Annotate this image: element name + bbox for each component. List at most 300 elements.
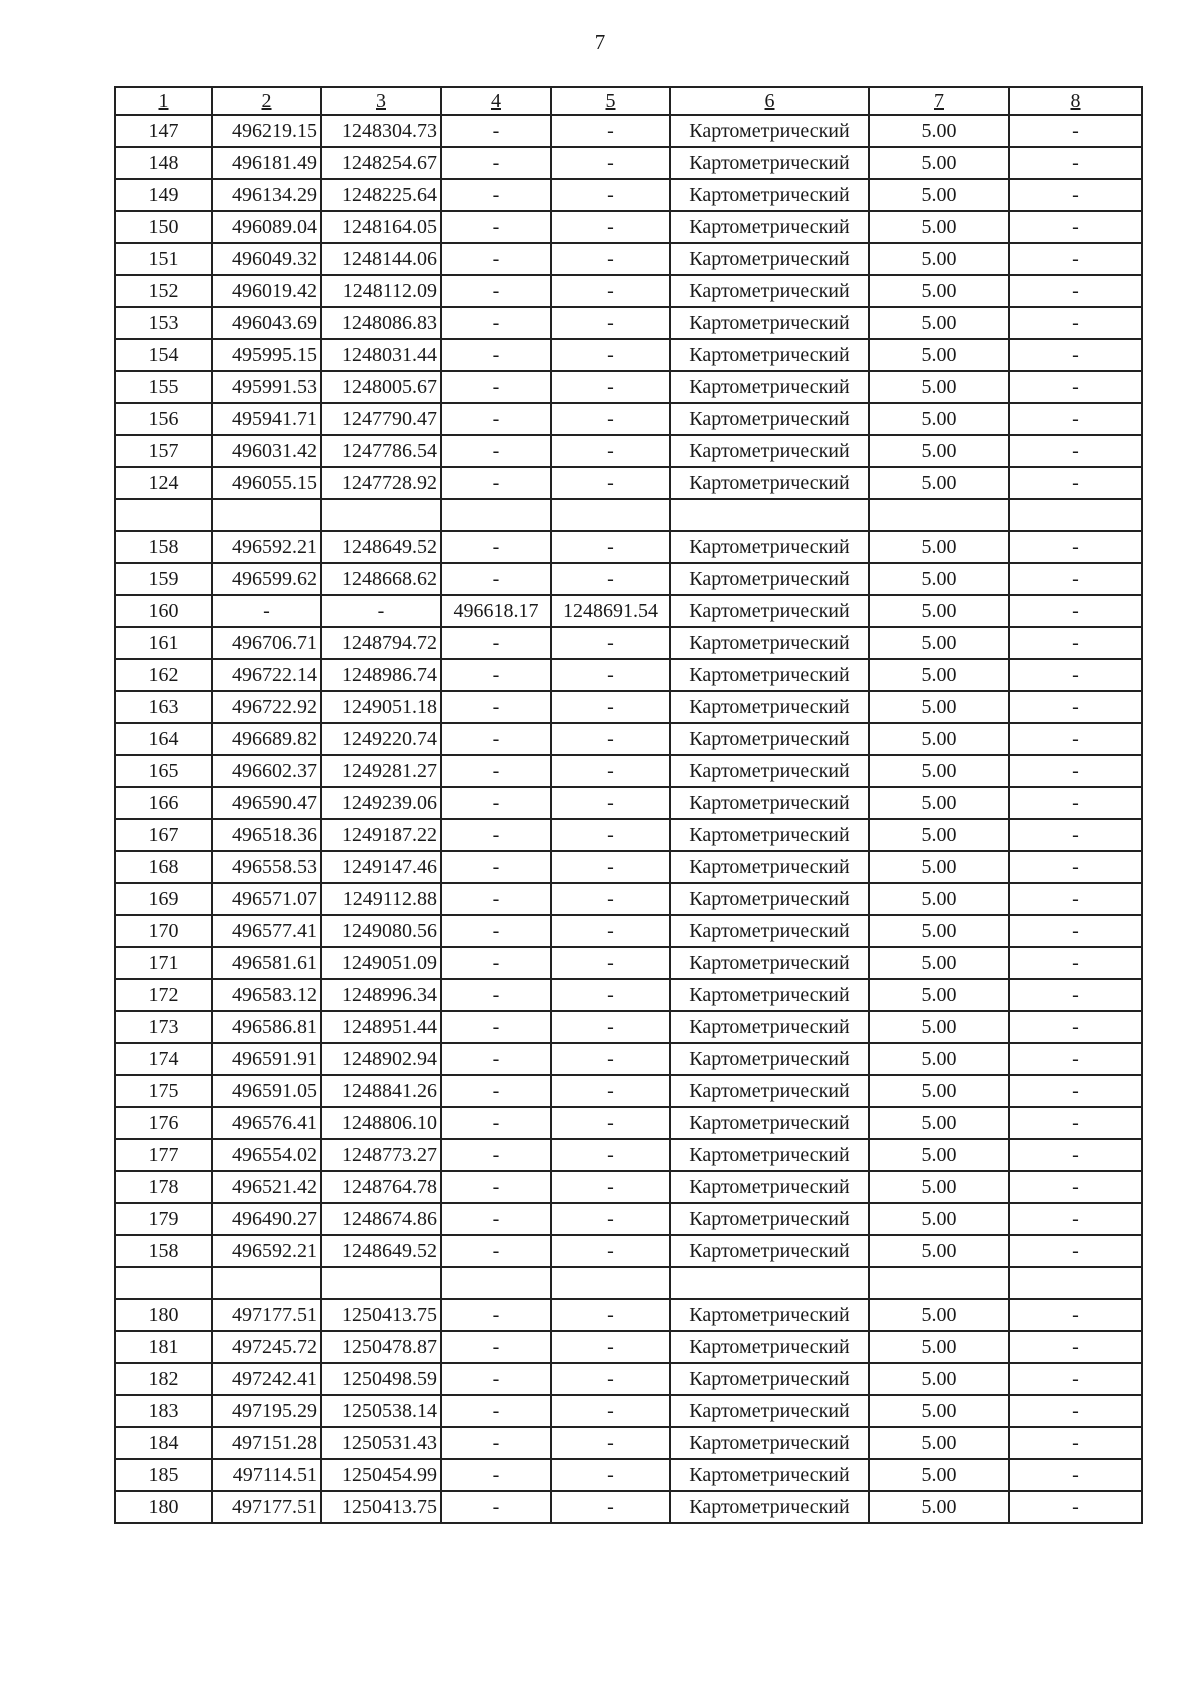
x-new-cell: -	[441, 851, 551, 883]
x-coord-cell: 495991.53	[212, 371, 321, 403]
x-new-cell: -	[441, 1331, 551, 1363]
y-new-cell: -	[551, 979, 670, 1011]
method-cell: Картометрический	[670, 1459, 869, 1491]
table-row	[115, 1459, 1142, 1491]
point-number-cell: 183	[115, 1395, 212, 1427]
accuracy-cell: 5.00	[869, 755, 1009, 787]
method-cell: Картометрический	[670, 1331, 869, 1363]
header-cell: 7	[869, 87, 1009, 115]
y-coord-cell: 1248841.26	[321, 1075, 441, 1107]
x-new-cell: -	[441, 179, 551, 211]
note-cell: -	[1009, 531, 1142, 563]
accuracy-cell: 5.00	[869, 819, 1009, 851]
y-new-cell: -	[551, 819, 670, 851]
y-coord-cell	[321, 499, 441, 531]
point-number-cell: 164	[115, 723, 212, 755]
x-new-cell: -	[441, 1459, 551, 1491]
x-new-cell: -	[441, 1139, 551, 1171]
x-new-cell: -	[441, 403, 551, 435]
table-row	[115, 1043, 1142, 1075]
x-coord-cell: 496490.27	[212, 1203, 321, 1235]
x-coord-cell	[212, 499, 321, 531]
note-cell	[1009, 1267, 1142, 1299]
note-cell: -	[1009, 179, 1142, 211]
table-row	[115, 243, 1142, 275]
x-new-cell: -	[441, 819, 551, 851]
x-coord-cell: 497114.51	[212, 1459, 321, 1491]
y-coord-cell: 1250498.59	[321, 1363, 441, 1395]
accuracy-cell: 5.00	[869, 275, 1009, 307]
x-coord-cell: 497177.51	[212, 1491, 321, 1523]
y-new-cell: -	[551, 1363, 670, 1395]
method-cell: Картометрический	[670, 1139, 869, 1171]
y-new-cell: -	[551, 883, 670, 915]
x-coord-cell: 496181.49	[212, 147, 321, 179]
note-cell: -	[1009, 1107, 1142, 1139]
point-number-cell: 158	[115, 531, 212, 563]
x-coord-cell: 496599.62	[212, 563, 321, 595]
table-row	[115, 211, 1142, 243]
x-coord-cell: 496581.61	[212, 947, 321, 979]
point-number-cell: 170	[115, 915, 212, 947]
x-coord-cell: 496219.15	[212, 115, 321, 147]
x-coord-cell: 496134.29	[212, 179, 321, 211]
x-new-cell: -	[441, 1299, 551, 1331]
table-row	[115, 883, 1142, 915]
table-row	[115, 627, 1142, 659]
point-number-cell: 168	[115, 851, 212, 883]
x-coord-cell: 496031.42	[212, 435, 321, 467]
x-coord-cell: 496571.07	[212, 883, 321, 915]
y-new-cell: -	[551, 403, 670, 435]
accuracy-cell: 5.00	[869, 307, 1009, 339]
x-coord-cell: 496722.14	[212, 659, 321, 691]
method-cell: Картометрический	[670, 1363, 869, 1395]
x-new-cell: -	[441, 1235, 551, 1267]
y-coord-cell: 1248225.64	[321, 179, 441, 211]
method-cell: Картометрический	[670, 1043, 869, 1075]
x-new-cell: -	[441, 467, 551, 499]
accuracy-cell: 5.00	[869, 1075, 1009, 1107]
header-cell: 5	[551, 87, 670, 115]
y-coord-cell: 1248986.74	[321, 659, 441, 691]
method-cell: Картометрический	[670, 563, 869, 595]
x-new-cell: -	[441, 1491, 551, 1523]
y-new-cell: -	[551, 211, 670, 243]
x-coord-cell: 496590.47	[212, 787, 321, 819]
note-cell: -	[1009, 147, 1142, 179]
note-cell: -	[1009, 851, 1142, 883]
note-cell: -	[1009, 307, 1142, 339]
x-new-cell: -	[441, 211, 551, 243]
method-cell: Картометрический	[670, 1491, 869, 1523]
x-coord-cell: 496689.82	[212, 723, 321, 755]
y-new-cell: -	[551, 435, 670, 467]
x-new-cell: -	[441, 979, 551, 1011]
x-coord-cell: 496089.04	[212, 211, 321, 243]
header-cell: 1	[115, 87, 212, 115]
point-number-cell: 154	[115, 339, 212, 371]
method-cell: Картометрический	[670, 1075, 869, 1107]
y-new-cell: -	[551, 691, 670, 723]
y-coord-cell: 1250413.75	[321, 1491, 441, 1523]
accuracy-cell	[869, 1267, 1009, 1299]
note-cell	[1009, 499, 1142, 531]
x-new-cell: -	[441, 1043, 551, 1075]
y-new-cell	[551, 499, 670, 531]
method-cell: Картометрический	[670, 1427, 869, 1459]
note-cell: -	[1009, 1395, 1142, 1427]
table-row	[115, 275, 1142, 307]
accuracy-cell: 5.00	[869, 915, 1009, 947]
x-new-cell: -	[441, 1171, 551, 1203]
point-number-cell: 159	[115, 563, 212, 595]
x-new-cell: -	[441, 1427, 551, 1459]
accuracy-cell: 5.00	[869, 659, 1009, 691]
table-row	[115, 467, 1142, 499]
point-number-cell: 124	[115, 467, 212, 499]
note-cell: -	[1009, 115, 1142, 147]
point-number-cell: 157	[115, 435, 212, 467]
x-new-cell: -	[441, 787, 551, 819]
table-row	[115, 1203, 1142, 1235]
method-cell: Картометрический	[670, 915, 869, 947]
accuracy-cell: 5.00	[869, 595, 1009, 627]
point-number-cell: 169	[115, 883, 212, 915]
method-cell: Картометрический	[670, 659, 869, 691]
point-number-cell: 161	[115, 627, 212, 659]
y-new-cell: -	[551, 1299, 670, 1331]
table-row	[115, 1395, 1142, 1427]
x-new-cell: -	[441, 243, 551, 275]
accuracy-cell: 5.00	[869, 371, 1009, 403]
x-new-cell: -	[441, 691, 551, 723]
method-cell: Картометрический	[670, 1107, 869, 1139]
method-cell: Картометрический	[670, 595, 869, 627]
method-cell: Картометрический	[670, 243, 869, 275]
accuracy-cell: 5.00	[869, 339, 1009, 371]
y-new-cell: -	[551, 275, 670, 307]
table-row	[115, 179, 1142, 211]
table-row	[115, 339, 1142, 371]
y-coord-cell: 1249220.74	[321, 723, 441, 755]
accuracy-cell: 5.00	[869, 1203, 1009, 1235]
y-coord-cell: 1249239.06	[321, 787, 441, 819]
method-cell: Картометрический	[670, 467, 869, 499]
x-coord-cell: 496592.21	[212, 1235, 321, 1267]
method-cell: Картометрический	[670, 1171, 869, 1203]
x-new-cell: -	[441, 1011, 551, 1043]
point-number-cell	[115, 1267, 212, 1299]
method-cell: Картометрический	[670, 275, 869, 307]
y-coord-cell: 1248144.06	[321, 243, 441, 275]
x-new-cell: -	[441, 1363, 551, 1395]
x-coord-cell: 496518.36	[212, 819, 321, 851]
table-row	[115, 1075, 1142, 1107]
note-cell: -	[1009, 403, 1142, 435]
point-number-cell: 184	[115, 1427, 212, 1459]
point-number-cell: 175	[115, 1075, 212, 1107]
method-cell: Картометрический	[670, 851, 869, 883]
accuracy-cell: 5.00	[869, 691, 1009, 723]
table-row	[115, 1427, 1142, 1459]
point-number-cell: 160	[115, 595, 212, 627]
point-number-cell: 152	[115, 275, 212, 307]
x-new-cell: -	[441, 947, 551, 979]
y-coord-cell: 1248649.52	[321, 531, 441, 563]
y-coord-cell: 1248773.27	[321, 1139, 441, 1171]
y-coord-cell: 1248254.67	[321, 147, 441, 179]
method-cell: Картометрический	[670, 691, 869, 723]
accuracy-cell: 5.00	[869, 851, 1009, 883]
note-cell: -	[1009, 1459, 1142, 1491]
note-cell: -	[1009, 371, 1142, 403]
y-coord-cell: 1248674.86	[321, 1203, 441, 1235]
accuracy-cell	[869, 499, 1009, 531]
x-coord-cell: 497245.72	[212, 1331, 321, 1363]
x-coord-cell: 496583.12	[212, 979, 321, 1011]
x-new-cell: -	[441, 147, 551, 179]
table-row	[115, 307, 1142, 339]
y-new-cell: -	[551, 947, 670, 979]
x-new-cell: -	[441, 723, 551, 755]
y-coord-cell: 1249147.46	[321, 851, 441, 883]
point-number-cell	[115, 499, 212, 531]
x-coord-cell: 496554.02	[212, 1139, 321, 1171]
y-new-cell: -	[551, 851, 670, 883]
note-cell: -	[1009, 1299, 1142, 1331]
header-cell: 6	[670, 87, 869, 115]
accuracy-cell: 5.00	[869, 627, 1009, 659]
y-coord-cell: 1248951.44	[321, 1011, 441, 1043]
method-cell: Картометрический	[670, 371, 869, 403]
table-body	[115, 87, 1142, 1523]
x-coord-cell: 496586.81	[212, 1011, 321, 1043]
accuracy-cell: 5.00	[869, 979, 1009, 1011]
y-new-cell: -	[551, 1139, 670, 1171]
table-row	[115, 435, 1142, 467]
x-coord-cell: 496577.41	[212, 915, 321, 947]
x-new-cell: -	[441, 307, 551, 339]
method-cell: Картометрический	[670, 947, 869, 979]
x-new-cell: 496618.17	[441, 595, 551, 627]
method-cell: Картометрический	[670, 1203, 869, 1235]
note-cell: -	[1009, 659, 1142, 691]
method-cell: Картометрический	[670, 819, 869, 851]
point-number-cell: 181	[115, 1331, 212, 1363]
accuracy-cell: 5.00	[869, 723, 1009, 755]
table-row	[115, 659, 1142, 691]
table-row	[115, 979, 1142, 1011]
table-row-separator	[115, 1267, 1142, 1299]
method-cell: Картометрический	[670, 979, 869, 1011]
accuracy-cell: 5.00	[869, 1043, 1009, 1075]
y-new-cell: -	[551, 1171, 670, 1203]
y-new-cell: -	[551, 1491, 670, 1523]
accuracy-cell: 5.00	[869, 1459, 1009, 1491]
point-number-cell: 180	[115, 1491, 212, 1523]
point-number-cell: 176	[115, 1107, 212, 1139]
y-coord-cell: 1250538.14	[321, 1395, 441, 1427]
y-new-cell: -	[551, 307, 670, 339]
x-coord-cell: 496043.69	[212, 307, 321, 339]
x-new-cell: -	[441, 435, 551, 467]
header-cell: 4	[441, 87, 551, 115]
y-coord-cell: 1250454.99	[321, 1459, 441, 1491]
method-cell: Картометрический	[670, 435, 869, 467]
y-new-cell: -	[551, 1043, 670, 1075]
y-coord-cell: 1248649.52	[321, 1235, 441, 1267]
y-new-cell: -	[551, 115, 670, 147]
note-cell: -	[1009, 755, 1142, 787]
y-coord-cell: 1248005.67	[321, 371, 441, 403]
y-new-cell: -	[551, 1011, 670, 1043]
method-cell: Картометрический	[670, 883, 869, 915]
table-row	[115, 147, 1142, 179]
point-number-cell: 177	[115, 1139, 212, 1171]
y-coord-cell: 1248794.72	[321, 627, 441, 659]
table-row	[115, 115, 1142, 147]
accuracy-cell: 5.00	[869, 467, 1009, 499]
point-number-cell: 148	[115, 147, 212, 179]
point-number-cell: 178	[115, 1171, 212, 1203]
x-coord-cell: 497195.29	[212, 1395, 321, 1427]
note-cell: -	[1009, 339, 1142, 371]
y-new-cell: -	[551, 755, 670, 787]
method-cell: Картометрический	[670, 403, 869, 435]
note-cell: -	[1009, 243, 1142, 275]
method-cell: Картометрический	[670, 339, 869, 371]
x-new-cell: -	[441, 531, 551, 563]
accuracy-cell: 5.00	[869, 1011, 1009, 1043]
method-cell	[670, 499, 869, 531]
x-coord-cell: 495941.71	[212, 403, 321, 435]
table-row-separator	[115, 499, 1142, 531]
note-cell: -	[1009, 1043, 1142, 1075]
point-number-cell: 150	[115, 211, 212, 243]
method-cell: Картометрический	[670, 755, 869, 787]
note-cell: -	[1009, 1203, 1142, 1235]
y-coord-cell: 1247728.92	[321, 467, 441, 499]
x-coord-cell: 496602.37	[212, 755, 321, 787]
table-row	[115, 723, 1142, 755]
x-coord-cell: 496049.32	[212, 243, 321, 275]
method-cell: Картометрический	[670, 787, 869, 819]
y-new-cell: -	[551, 563, 670, 595]
table-header-row	[115, 87, 1142, 115]
y-coord-cell: 1248902.94	[321, 1043, 441, 1075]
y-coord-cell: 1249187.22	[321, 819, 441, 851]
table-row	[115, 1171, 1142, 1203]
x-coord-cell: 496591.05	[212, 1075, 321, 1107]
y-coord-cell: 1248086.83	[321, 307, 441, 339]
x-coord-cell	[212, 1267, 321, 1299]
table-row	[115, 1331, 1142, 1363]
note-cell: -	[1009, 1235, 1142, 1267]
point-number-cell: 167	[115, 819, 212, 851]
point-number-cell: 147	[115, 115, 212, 147]
table-row	[115, 1235, 1142, 1267]
y-new-cell: -	[551, 467, 670, 499]
accuracy-cell: 5.00	[869, 1235, 1009, 1267]
y-coord-cell: 1248164.05	[321, 211, 441, 243]
point-number-cell: 166	[115, 787, 212, 819]
y-new-cell: -	[551, 1331, 670, 1363]
table-row	[115, 787, 1142, 819]
x-new-cell: -	[441, 915, 551, 947]
y-new-cell: -	[551, 339, 670, 371]
y-coord-cell: 1249281.27	[321, 755, 441, 787]
x-coord-cell: 497151.28	[212, 1427, 321, 1459]
x-coord-cell: 496576.41	[212, 1107, 321, 1139]
note-cell: -	[1009, 787, 1142, 819]
x-new-cell: -	[441, 627, 551, 659]
x-new-cell: -	[441, 563, 551, 595]
note-cell: -	[1009, 979, 1142, 1011]
page-number: 7	[594, 30, 606, 54]
method-cell: Картометрический	[670, 723, 869, 755]
y-new-cell: -	[551, 659, 670, 691]
point-number-cell: 153	[115, 307, 212, 339]
point-number-cell: 151	[115, 243, 212, 275]
point-number-cell: 174	[115, 1043, 212, 1075]
table-row	[115, 947, 1142, 979]
table-row	[115, 851, 1142, 883]
table-row	[115, 1107, 1142, 1139]
y-coord-cell: 1249051.18	[321, 691, 441, 723]
method-cell: Картометрический	[670, 1299, 869, 1331]
x-coord-cell: 496722.92	[212, 691, 321, 723]
y-coord-cell: 1249051.09	[321, 947, 441, 979]
accuracy-cell: 5.00	[869, 883, 1009, 915]
note-cell: -	[1009, 1171, 1142, 1203]
x-coord-cell: 496591.91	[212, 1043, 321, 1075]
accuracy-cell: 5.00	[869, 1395, 1009, 1427]
y-coord-cell: 1250531.43	[321, 1427, 441, 1459]
y-coord-cell: 1248996.34	[321, 979, 441, 1011]
point-number-cell: 171	[115, 947, 212, 979]
point-number-cell: 156	[115, 403, 212, 435]
point-number-cell: 155	[115, 371, 212, 403]
accuracy-cell: 5.00	[869, 1363, 1009, 1395]
x-coord-cell: 497242.41	[212, 1363, 321, 1395]
method-cell: Картометрический	[670, 307, 869, 339]
point-number-cell: 163	[115, 691, 212, 723]
y-new-cell: -	[551, 243, 670, 275]
x-new-cell: -	[441, 371, 551, 403]
x-coord-cell: 495995.15	[212, 339, 321, 371]
accuracy-cell: 5.00	[869, 787, 1009, 819]
x-new-cell: -	[441, 1203, 551, 1235]
note-cell: -	[1009, 691, 1142, 723]
y-coord-cell: 1248668.62	[321, 563, 441, 595]
x-new-cell: -	[441, 275, 551, 307]
x-coord-cell: 496706.71	[212, 627, 321, 659]
y-coord-cell: 1247786.54	[321, 435, 441, 467]
note-cell: -	[1009, 1139, 1142, 1171]
note-cell: -	[1009, 1075, 1142, 1107]
accuracy-cell: 5.00	[869, 1491, 1009, 1523]
accuracy-cell: 5.00	[869, 1331, 1009, 1363]
table-row	[115, 1363, 1142, 1395]
y-coord-cell: -	[321, 595, 441, 627]
accuracy-cell: 5.00	[869, 1299, 1009, 1331]
accuracy-cell: 5.00	[869, 435, 1009, 467]
note-cell: -	[1009, 1491, 1142, 1523]
accuracy-cell: 5.00	[869, 243, 1009, 275]
y-new-cell: -	[551, 1107, 670, 1139]
accuracy-cell: 5.00	[869, 211, 1009, 243]
